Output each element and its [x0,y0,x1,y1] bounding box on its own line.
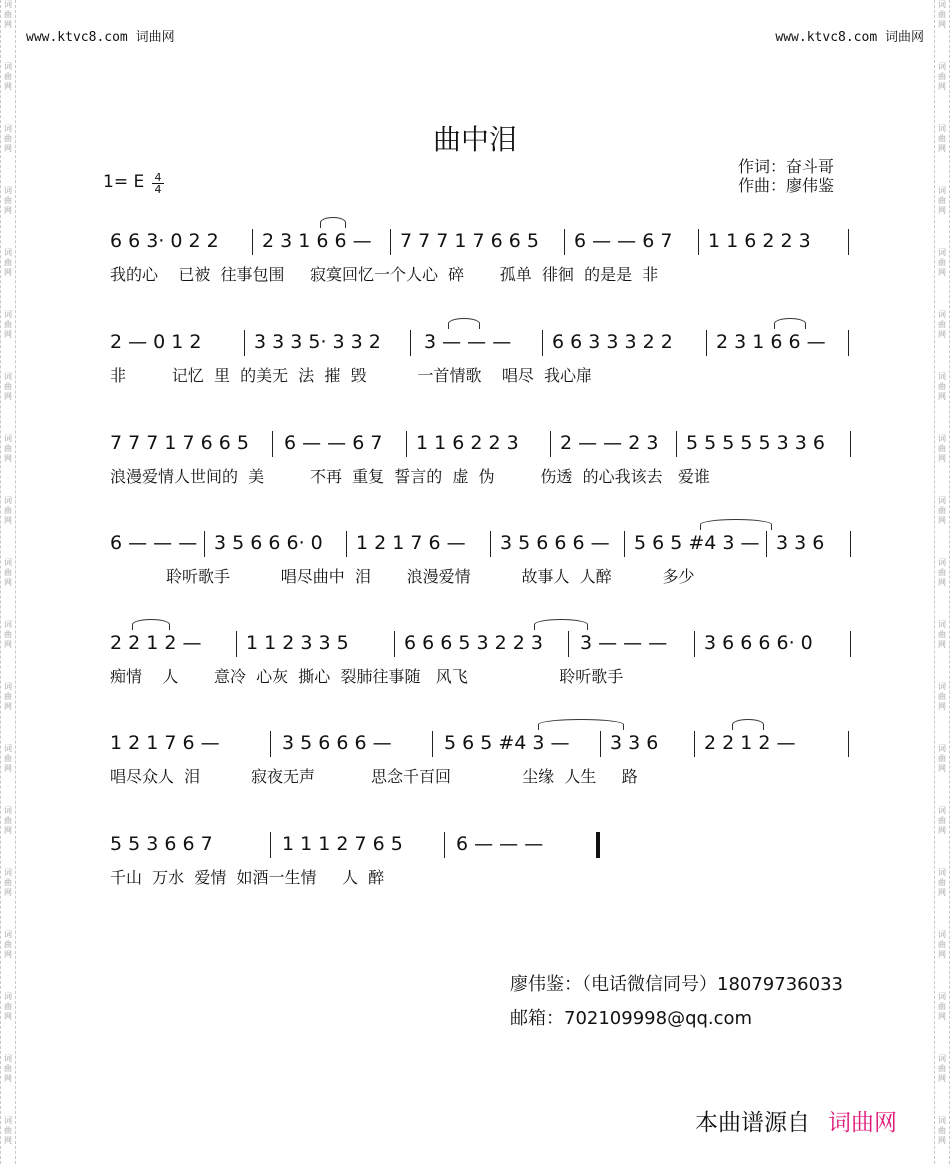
watermark-text: 词 曲 网 [938,558,946,587]
measure: 3 5 6 6 6 — [500,532,610,554]
source-brand-link[interactable]: 词曲网 [828,1110,897,1136]
bar-line [444,832,445,858]
watermark-text: 词 曲 网 [4,1054,12,1083]
notes-row [110,531,855,561]
tie-arc [448,318,480,329]
measure: 2 — 0 1 2 [110,331,202,353]
bar-line [848,330,849,356]
watermark-text: 词 曲 网 [938,868,946,897]
watermark-text: 词 曲 网 [4,496,12,525]
bar-line [624,531,625,557]
watermark-text: 词 曲 网 [938,682,946,711]
site-url-text: www.ktvc8.com [775,30,878,45]
bar-line [390,229,391,255]
watermark-text: 词 曲 网 [4,310,12,339]
measure: 7 7 7 1 7 6 6 5 [400,230,539,252]
bar-line [706,330,707,356]
bar-line [676,431,677,457]
contact-phone: 廖伟鉴：（电话微信同号）18079736033 [510,974,843,995]
site-name-text: 词曲网 [135,30,175,45]
bar-line [346,531,347,557]
bar-line [542,330,543,356]
measure: 6 — — 6 7 [284,432,383,454]
lyrics-row: 我的心 已被 往事包围 寂寞回忆一个人心 碎 孤单 徘徊 的是是 非 [110,265,659,284]
measure: 3 3 6 [776,532,825,554]
lyrics-row: 非 记忆 里 的美无 法 摧 毁 一首情歌 唱尽 我心扉 [110,366,593,385]
lyrics-row: 痴情 人 意冷 心灰 撕心 裂肺往事随 风飞 聆听歌手 [110,667,624,686]
credits [738,157,834,195]
measure: 7 7 7 1 7 6 6 5 [110,432,249,454]
bar-line [394,631,395,657]
source-credit [695,1104,897,1137]
watermark-text: 词 曲 网 [4,806,12,835]
watermark-text: 词 曲 网 [938,496,946,525]
bar-line [600,731,601,757]
time-signature [152,172,164,195]
measure: 3 — — — [424,331,512,353]
bar-line [698,229,699,255]
lyrics-row: 浪漫爱情人世间的 美 不再 重复 誓言的 虚 伪 伤透 的心我该去 爱谁 [110,467,710,486]
watermark-text: 词 曲 网 [4,744,12,773]
watermark-text: 词 曲 网 [4,868,12,897]
lyricist: 作词：奋斗哥 [738,157,835,176]
notes-row [110,229,855,259]
measure: 5 5 3 6 6 7 [110,833,213,855]
measure: 2 3 1 6 6 — [716,331,826,353]
watermark-text: 词 曲 网 [938,0,946,29]
bar-line [244,330,245,356]
lyrics-row: 千山 万水 爱情 如酒一生情 人 醉 [110,868,385,887]
source-text: 本曲谱源自 [695,1110,810,1136]
watermark-text: 词 曲 网 [938,806,946,835]
watermark-text: 词 曲 网 [938,992,946,1021]
measure: 3 — — — [580,632,668,654]
measure: 5 6 5 #4 3 — [634,532,760,554]
tie-arc [132,619,170,630]
measure: 6 6 3· 0 2 2 [110,230,219,252]
bar-line [694,731,695,757]
watermark-text: 词 曲 网 [938,248,946,277]
measure: 1 2 1 7 6 — [356,532,466,554]
song-title: 曲中泪 [432,123,517,156]
site-url-right[interactable] [775,26,924,45]
watermark-text: 词 曲 网 [938,62,946,91]
measure: 3 3 3 5· 3 3 2 [254,331,381,353]
tie-arc [774,318,806,329]
tie-arc [700,519,772,530]
measure: 6 — — — [456,833,544,855]
lyrics-row: 聆听歌手 唱尽曲中 泪 浪漫爱情 故事人 人醉 多少 [110,567,695,586]
time-signature-bottom: 4 [152,183,164,195]
bar-line [270,731,271,757]
watermark-text: 词 曲 网 [4,124,12,153]
watermark-text: 词 曲 网 [4,186,12,215]
measure: 1 1 6 2 2 3 [416,432,519,454]
watermark-text: 词 曲 网 [938,434,946,463]
measure: 1 2 1 7 6 — [110,732,220,754]
watermark-text: 词 曲 网 [938,372,946,401]
watermark-text: 词 曲 网 [938,1054,946,1083]
watermark-text: 词 曲 网 [938,744,946,773]
contact-info [510,968,843,1036]
bar-line [270,832,271,858]
bar-line [850,531,851,557]
bar-line [272,431,273,457]
tie-arc [320,217,346,228]
right-watermark-strip [934,0,950,1164]
bar-line [204,531,205,557]
measure: 3 6 6 6 6· 0 [704,632,813,654]
bar-line [848,229,849,255]
bar-line [550,431,551,457]
measure: 2 — — 2 3 [560,432,659,454]
composer: 作曲：廖伟鉴 [738,176,835,195]
watermark-text: 词 曲 网 [938,1116,946,1145]
measure: 3 3 6 [610,732,659,754]
measure: 2 2 1 2 — [110,632,202,654]
bar-line [406,431,407,457]
watermark-text: 词 曲 网 [938,310,946,339]
measure: 6 — — 6 7 [574,230,673,252]
watermark-text: 词 曲 网 [938,620,946,649]
bar-line [236,631,237,657]
measure: 2 3 1 6 6 — [262,230,372,252]
key-signature: 1= E [103,172,145,192]
measure: 3 5 6 6 6 — [282,732,392,754]
bar-line [568,631,569,657]
watermark-text: 词 曲 网 [4,248,12,277]
watermark-text: 词 曲 网 [938,930,946,959]
measure: 6 6 3 3 3 2 2 [552,331,673,353]
watermark-text: 词 曲 网 [4,372,12,401]
notes-row [110,832,855,862]
watermark-text: 词 曲 网 [4,434,12,463]
site-url-left[interactable] [26,26,175,45]
watermark-text: 词 曲 网 [4,930,12,959]
measure: 2 2 1 2 — [704,732,796,754]
tie-arc [732,719,764,730]
site-name-text: 词曲网 [884,30,924,45]
bar-line [490,531,491,557]
measure: 6 6 6 5 3 2 2 3 [404,632,543,654]
measure: 5 6 5 #4 3 — [444,732,570,754]
time-signature-top: 4 [154,171,162,184]
measure: 1 1 1 2 7 6 5 [282,833,403,855]
watermark-text: 词 曲 网 [4,1116,12,1145]
watermark-text: 词 曲 网 [4,620,12,649]
watermark-text: 词 曲 网 [4,0,12,29]
bar-line [432,731,433,757]
bar-line [766,531,767,557]
watermark-text: 词 曲 网 [4,992,12,1021]
watermark-text: 词 曲 网 [4,62,12,91]
notes-row [110,330,855,360]
notes-row [110,431,855,461]
watermark-text: 词 曲 网 [4,558,12,587]
bar-line [850,631,851,657]
measure: 5 5 5 5 5 3 3 6 [686,432,825,454]
notes-row [110,731,855,761]
bar-line [410,330,411,356]
measure: 6 — — — [110,532,198,554]
notes-row [110,631,855,661]
lyrics-row: 唱尽众人 泪 寂夜无声 思念千百回 尘缘 人生 路 [110,767,638,786]
bar-line [694,631,695,657]
measure: 3 5 6 6 6· 0 [214,532,323,554]
bar-line [252,229,253,255]
bar-line [564,229,565,255]
tie-arc [538,719,624,730]
watermark-text: 词 曲 网 [938,186,946,215]
bar-line [848,731,849,757]
measure: 1 1 6 2 2 3 [708,230,811,252]
site-url-text: www.ktvc8.com [26,30,128,45]
measure: 1 1 2 3 3 5 [246,632,349,654]
final-bar-line [596,832,600,858]
contact-email[interactable]: 邮箱：702109998@qq.com [510,1008,753,1029]
bar-line [850,431,851,457]
left-watermark-strip [0,0,16,1164]
watermark-text: 词 曲 网 [4,682,12,711]
tie-arc [534,619,588,630]
watermark-text: 词 曲 网 [938,124,946,153]
